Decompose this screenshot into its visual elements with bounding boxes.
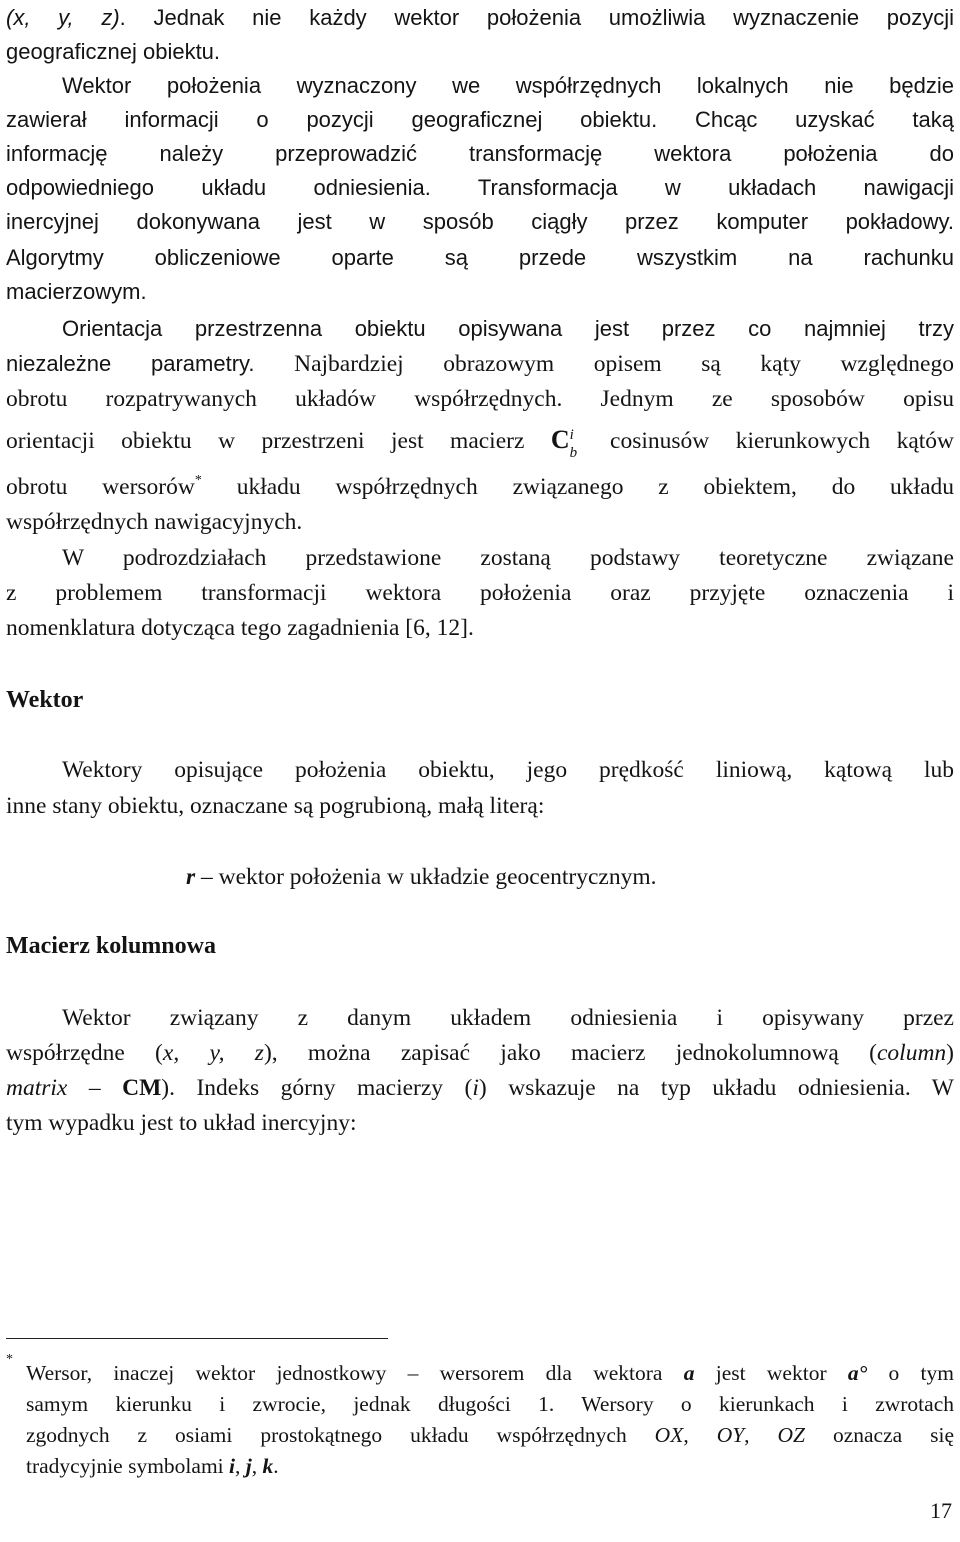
text-run: . Jednak nie każdy wektor położenia umożliwia wyznaczenie pozycji (119, 5, 955, 30)
matrix-symbol: C (550, 425, 570, 454)
text-run: . (273, 1454, 279, 1478)
matrix-subscript: b (569, 444, 578, 461)
paragraph-line: Wektor związany z danym układem odniesienia i opisywany przez (62, 1005, 954, 1031)
paragraph-line: z problemem transformacji wektora położenia oraz przyjęte oznaczenia i (6, 580, 954, 606)
paragraph-line: macierzowym. (6, 279, 147, 304)
text-run: , (251, 1454, 263, 1478)
definition-line (186, 861, 946, 893)
text-run: , (235, 1454, 246, 1478)
unit-vector-symbol: a° (847, 1361, 868, 1385)
matrix-superscript: i (569, 426, 574, 443)
section-heading-macierz-kolumnowa: Macierz kolumnowa (6, 933, 216, 959)
text-run: , (744, 1423, 778, 1447)
vector-symbol: a (683, 1361, 695, 1385)
paragraph-line: nomenklatura dotycząca tego zagadnienia [6, 12]. (6, 615, 474, 641)
footnote-line (26, 1451, 954, 1482)
paragraph-line: Algorytmy obliczeniowe oparte są przede wszystkim na rachunku (6, 245, 954, 270)
paragraph-line: geograficznej obiektu. (6, 39, 221, 64)
text-run: tradycyjnie symbolami (26, 1454, 230, 1478)
text-run: zgodnych z osiami prostokątnego układu współrzędnych (26, 1423, 655, 1447)
axis-symbol: OZ (777, 1423, 805, 1447)
paragraph-line: W podrozdziałach przedstawione zostaną podstawy teoretyczne związane (62, 545, 954, 571)
footnote-marker: * (194, 473, 202, 488)
coordinates-text: x, y, z (162, 1040, 264, 1066)
text-run: Wersor, inaczej wektor jednostkowy – wersorem dla wektora (26, 1361, 684, 1385)
text-run: współrzędne ( (6, 1040, 163, 1066)
footnote-marker: * (6, 1352, 13, 1367)
text-run: niezależne parametry. (6, 351, 255, 376)
section-heading-wektor: Wektor (6, 687, 84, 713)
paragraph-line: Orientacja przestrzenna obiektu opisywana jest przez co najmniej trzy (62, 316, 954, 341)
index-symbol: i (472, 1075, 479, 1101)
text-run: obrotu wersorów (6, 474, 195, 500)
footnote-line (26, 1420, 954, 1451)
unit-vector-symbol: i (229, 1454, 235, 1478)
text-run: , (683, 1423, 717, 1447)
paragraph-line: zawierał informacji o pozycji geograficznej obiektu. Chcąc uzyskać taką (6, 107, 954, 132)
paragraph-line: obrotu rozpatrywanych układów współrzędnych. Jednym ze sposobów opisu (6, 386, 954, 412)
paragraph-line: inercyjnej dokonywana jest w sposób ciągły przez komputer pokładowy. (6, 209, 954, 234)
paragraph-line: tym wypadku jest to układ inercyjny: (6, 1110, 357, 1136)
text-run: o tym (867, 1361, 954, 1385)
text-run: jest wektor (694, 1361, 848, 1385)
text-run: cosinusów kierunkowych kątów (583, 428, 954, 454)
footnote-separator (6, 1338, 388, 1339)
english-term: column (876, 1040, 947, 1066)
paragraph-line: współrzędnych nawigacyjnych. (6, 509, 303, 535)
paragraph-line: inne stany obiektu, oznaczane są pogrubioną, małą literą: (6, 793, 545, 819)
page-number: 17 (930, 1498, 952, 1523)
text-run: orientacji obiektu w przestrzeni jest macierz (6, 428, 551, 454)
paragraph-line: Wektor położenia wyznaczony we współrzędnych lokalnych nie będzie (62, 73, 954, 98)
paragraph-line (6, 424, 954, 461)
text-run: ), można zapisać jako macierz jednokolumnową ( (263, 1040, 877, 1066)
unit-vector-symbol: j (245, 1454, 252, 1478)
paragraph-line (6, 2, 954, 34)
paragraph-line: odpowiedniego układu odniesienia. Transformacja w układach nawigacji (6, 175, 954, 200)
paragraph-line (6, 1072, 954, 1104)
vector-symbol: r (186, 864, 196, 890)
unit-vector-symbol: k (262, 1454, 274, 1478)
footnote-line (26, 1358, 954, 1389)
footnote-line: samym kierunku i zwrocie, jednak długości 1. Wersory o kierunkach i zwrotach (26, 1392, 954, 1416)
paragraph-line: informację należy przeprowadzić transformację wektora położenia do (6, 141, 954, 166)
axis-symbol: OY (716, 1423, 745, 1447)
axis-symbol: OX (654, 1423, 684, 1447)
paragraph-line: Wektory opisujące położenia obiektu, jego prędkość liniową, kątową lub (62, 757, 954, 783)
text-run: oznacza się (805, 1423, 955, 1447)
text-run: układu współrzędnych związanego z obiektem, do układu (201, 474, 954, 500)
text-run: ). Indeks górny macierzy ( (161, 1075, 473, 1101)
paragraph-line (6, 348, 954, 380)
text-run: Najbardziej obrazowym opisem są kąty względnego (254, 351, 954, 377)
matrix-indices (569, 426, 584, 461)
abbreviation: CM (122, 1075, 162, 1101)
text-run: – (67, 1075, 123, 1101)
coordinates-text: (x, y, z) (6, 5, 120, 30)
text-run: – wektor położenia w układzie geocentrycznym. (195, 864, 657, 890)
text-run: ) wskazuje na typ układu odniesienia. W (478, 1075, 954, 1101)
paragraph-line: współrzędne (x, y, z), można zapisać jako macierz jednokolumnową (column) (6, 1040, 954, 1066)
english-term: matrix (6, 1075, 68, 1101)
paragraph-line (6, 471, 954, 507)
